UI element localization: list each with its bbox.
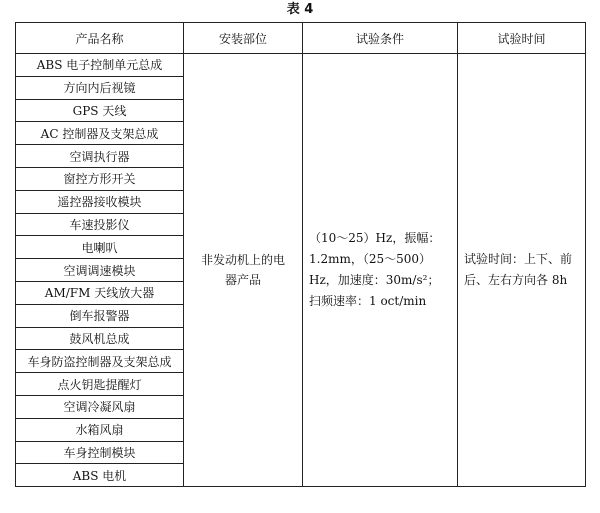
- header-test-condition: 试验条件: [303, 23, 458, 54]
- product-name-cell: 车身控制模块: [16, 441, 184, 464]
- product-name-cell: 点火钥匙提醒灯: [16, 373, 184, 396]
- table-caption: 表 4: [286, 2, 314, 17]
- product-name-cell: ABS 电机: [16, 464, 184, 487]
- header-mount-location: 安装部位: [184, 23, 303, 54]
- product-name-cell: 空调调速模块: [16, 259, 184, 282]
- product-name-cell: 车速投影仪: [16, 213, 184, 236]
- product-name-cell: 窗控方形开关: [16, 167, 184, 190]
- product-name-cell: 方向内后视镜: [16, 76, 184, 99]
- product-name-cell: AC 控制器及支架总成: [16, 122, 184, 145]
- test-time-text: 试验时间：上下、前后、左右方向各 8h: [464, 252, 573, 288]
- product-name-cell: 倒车报警器: [16, 304, 184, 327]
- product-name-cell: 遥控器接收模块: [16, 190, 184, 213]
- product-name-cell: 空调执行器: [16, 145, 184, 168]
- header-test-time: 试验时间: [458, 23, 586, 54]
- mount-location-cell: [184, 54, 303, 487]
- test-condition-text: （10～25）Hz，振幅：1.2mm，（25～500）Hz，加速度：30m/s²；扫频速率：1 oct/min: [309, 231, 441, 309]
- vibration-test-table: [15, 22, 586, 487]
- product-name-cell: 鼓风机总成: [16, 327, 184, 350]
- product-name-cell: ABS 电子控制单元总成: [16, 54, 184, 77]
- product-name-cell: 电喇叭: [16, 236, 184, 259]
- header-row: [16, 23, 586, 54]
- product-name-cell: 空调冷凝风扇: [16, 395, 184, 418]
- product-name-cell: 车身防盗控制器及支架总成: [16, 350, 184, 373]
- table-row: [16, 54, 586, 77]
- test-condition-cell: [303, 54, 458, 487]
- mount-location-text: 非发动机上的电器产品: [200, 253, 285, 288]
- product-name-cell: GPS 天线: [16, 99, 184, 122]
- header-product-name: 产品名称: [16, 23, 184, 54]
- product-name-cell: AM/FM 天线放大器: [16, 281, 184, 304]
- test-time-cell: [458, 54, 586, 487]
- product-name-cell: 水箱风扇: [16, 418, 184, 441]
